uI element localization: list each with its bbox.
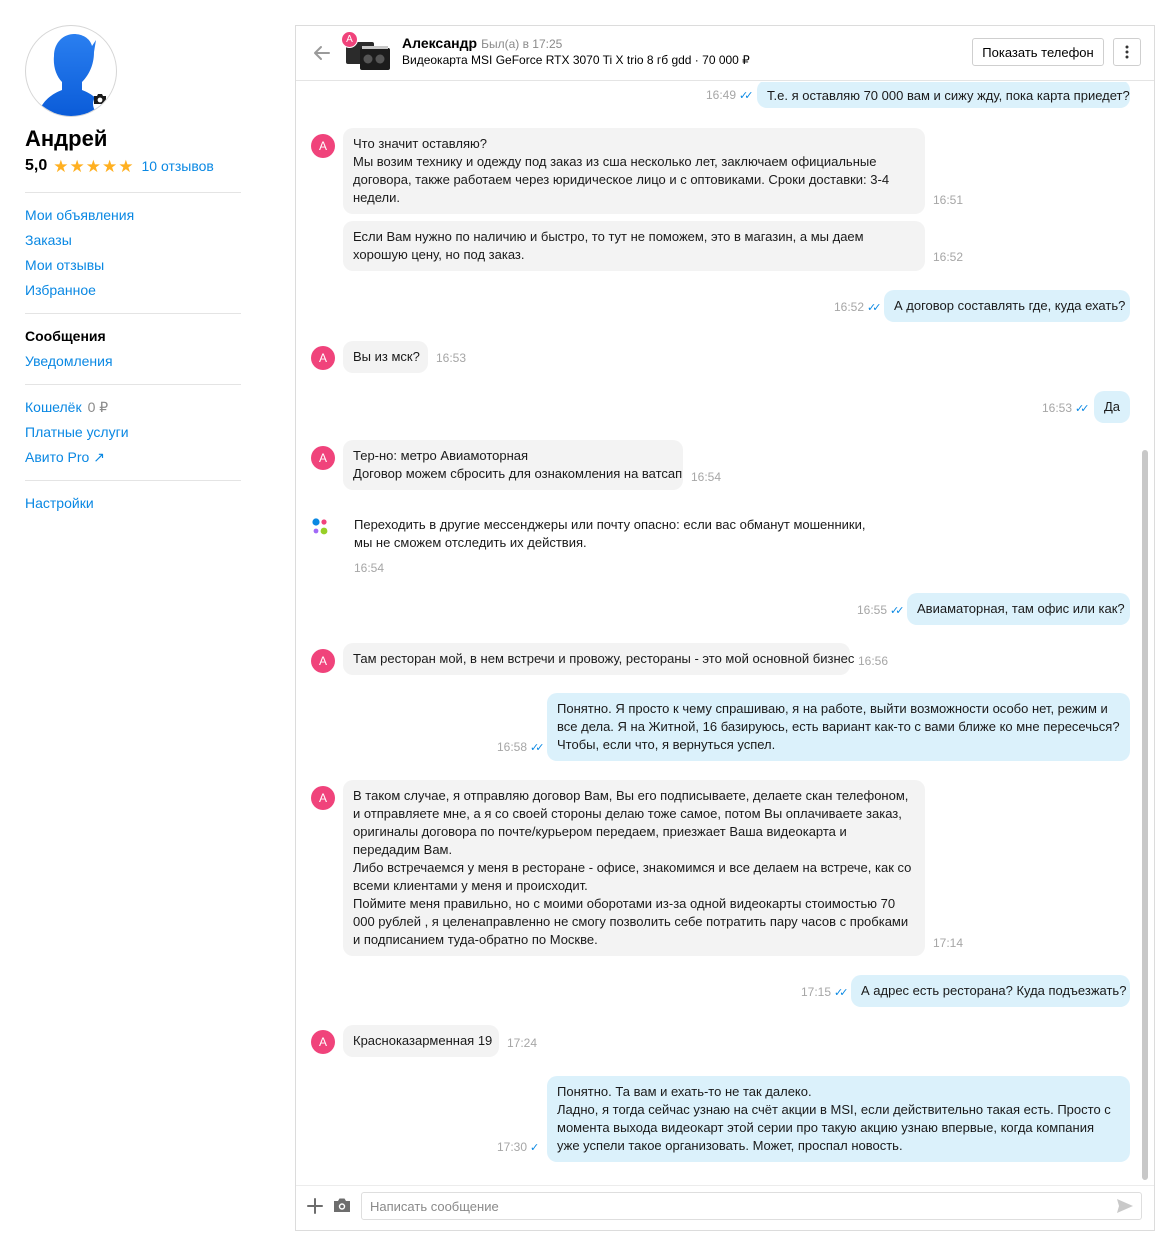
message-time: 16:53	[436, 351, 467, 365]
nav-group-wallet	[25, 399, 241, 465]
nav-group-messages	[25, 328, 241, 369]
sender-avatar[interactable]: А	[311, 446, 335, 470]
message-time: 16:54	[354, 561, 385, 575]
message-time: 17:14	[933, 936, 964, 950]
show-phone-button[interactable]: Показать телефон	[972, 38, 1104, 66]
arrow-left-icon[interactable]	[312, 43, 332, 63]
camera-icon[interactable]	[93, 93, 115, 115]
scrollbar[interactable]	[1141, 82, 1149, 1185]
rating-stars	[53, 158, 133, 175]
message-time	[706, 88, 749, 103]
message-time-text: 16:58	[497, 740, 528, 754]
double-check-icon: ✓✓	[890, 605, 901, 617]
divider	[25, 313, 241, 314]
chat-header	[296, 26, 1154, 81]
message-time-text: 16:55	[857, 603, 888, 617]
double-check-icon: ✓✓	[530, 742, 541, 754]
nav-wallet-label: Кошелёк	[25, 399, 82, 415]
double-check-icon: ✓✓	[834, 987, 845, 999]
message-time-text: 17:15	[801, 985, 832, 999]
nav-notifications[interactable]: Уведомления	[25, 353, 113, 369]
message-bubble-outgoing: Т.е. я оставляю 70 000 вам и сижу жду, пока карта приедет?	[757, 82, 1130, 108]
seller-name	[402, 35, 562, 52]
double-check-icon: ✓✓	[739, 90, 750, 102]
seller-badge: А	[341, 31, 358, 48]
message-time	[497, 740, 540, 755]
divider	[25, 384, 241, 385]
star-icon: ★	[102, 156, 118, 176]
nav-avito-pro[interactable]: Авито Pro ↗	[25, 449, 105, 465]
listing-title[interactable]: Видеокарта MSI GeForce RTX 3070 Ti X trio 8 гб gdd · 70 000 ₽	[402, 53, 750, 67]
nav-orders[interactable]: Заказы	[25, 232, 72, 248]
message-time	[497, 1140, 535, 1155]
divider	[25, 480, 241, 481]
send-icon[interactable]	[1116, 1198, 1134, 1216]
message-bubble-incoming: Вы из мск?	[343, 341, 428, 373]
plus-icon[interactable]	[306, 1197, 324, 1215]
star-icon: ★	[118, 156, 134, 176]
profile-avatar[interactable]	[25, 25, 117, 117]
double-check-icon: ✓	[530, 1142, 536, 1154]
nav-favorites[interactable]: Избранное	[25, 282, 96, 298]
message-time	[857, 603, 900, 618]
seller-name-text: Александр	[402, 35, 478, 51]
scrollbar-thumb[interactable]	[1142, 450, 1148, 1180]
wallet-balance: 0 ₽	[87, 399, 109, 415]
chat-panel	[295, 25, 1155, 1231]
message-bubble-incoming: Если Вам нужно по наличию и быстро, то тут не поможем, это в магазин, а мы даем хорошую цену, но под заказ.	[343, 221, 925, 271]
composer	[296, 1185, 1154, 1230]
message-time	[801, 985, 844, 1000]
nav-group-ads	[25, 207, 241, 298]
message-time-text: 16:52	[834, 300, 865, 314]
nav-settings[interactable]: Настройки	[25, 495, 94, 511]
message-input[interactable]	[361, 1192, 1142, 1220]
nav-messages[interactable]: Сообщения	[25, 328, 106, 344]
message-time: 16:51	[933, 193, 964, 207]
message-time-text: 17:30	[497, 1140, 528, 1154]
message-bubble-incoming: Тер-но: метро Авиамоторная Договор можем сбросить для ознакомления на ватсап	[343, 440, 683, 490]
message-bubble-outgoing: А адрес есть ресторана? Куда подъезжать?	[851, 975, 1130, 1007]
message-time-text: 16:53	[1042, 401, 1073, 415]
rating-value: 5,0	[25, 157, 48, 174]
message-bubble-outgoing: Авиаматорная, там офис или как?	[907, 593, 1130, 625]
message-list[interactable]	[296, 82, 1154, 1185]
double-check-icon: ✓✓	[1075, 403, 1086, 415]
star-icon: ★	[85, 156, 101, 176]
message-time	[834, 300, 877, 315]
double-check-icon: ✓✓	[867, 302, 878, 314]
profile-sidebar	[25, 25, 241, 511]
nav-my-ads[interactable]: Мои объявления	[25, 207, 135, 223]
message-bubble-incoming: В таком случае, я отправляю договор Вам, Вы его подписываете, делаете скан телефоном, и отправляете мне, а я со своей стороны делаю тоже самое, потом Вы оплачиваете заказ, оригиналы договора по почте/курьером передаем, приезжает Ваша видеокарта и передадим Вам. Либо встречаемся у меня в ресторане - офисе, знакомимся и все делаем на встрече, как со всеми клиентами у меня и происходит. Поймите меня правильно, но с моими оборотами из-за одной видеокарты стоимостью 70 000 рублей , я целенаправленно не смогу позволить себе потратить пару часов с пробками и подписанием туда-обратно по Москве.	[343, 780, 925, 956]
profile-name: Андрей	[25, 126, 108, 151]
message-time: 16:54	[691, 470, 722, 484]
star-icon: ★	[53, 156, 69, 176]
message-time: 17:24	[507, 1036, 538, 1050]
message-bubble-outgoing: Понятно. Та вам и ехать-то не так далеко. Ладно, я тогда сейчас узнаю на счёт акции в MSI, если действительно такая есть. Просто с момента выхода видеокарт этой серии про такую акцию узнаю впервые, когда компания уже успели такое организовать. Может, проспал новость.	[547, 1076, 1130, 1162]
message-bubble-incoming: Что значит оставляю? Мы возим технику и одежду под заказ из сша несколько лет, заключаем официальные договора, также работаем через юридическое лицо и с оптовиками. Сроки доставки: 3-4 недели.	[343, 128, 925, 214]
reviews-link[interactable]: 10 отзывов	[141, 158, 214, 174]
sender-avatar[interactable]: А	[311, 134, 335, 158]
message-bubble-incoming: Там ресторан мой, в нем встречи и провожу, рестораны - это мой основной бизнес	[343, 643, 850, 675]
more-vertical-icon[interactable]	[1113, 38, 1141, 66]
sender-avatar[interactable]: А	[311, 1030, 335, 1054]
nav-paid-services[interactable]: Платные услуги	[25, 424, 129, 440]
safety-warning-text: Переходить в другие мессенджеры или почту опасно: если вас обманут мошенники, мы не сможем отследить их действия.	[354, 517, 866, 550]
message-time: 16:52	[933, 250, 964, 264]
camera-icon[interactable]	[333, 1197, 351, 1215]
message-time: 16:56	[858, 654, 889, 668]
nav-my-reviews[interactable]: Мои отзывы	[25, 257, 105, 273]
message-time-text: 16:49	[706, 88, 737, 102]
sender-avatar[interactable]: А	[311, 649, 335, 673]
nav-wallet[interactable]	[25, 399, 241, 415]
divider	[25, 192, 241, 193]
message-bubble-outgoing: Да	[1094, 391, 1130, 423]
sender-avatar[interactable]: А	[311, 786, 335, 810]
message-time	[1042, 401, 1085, 416]
seller-status: Был(а) в 17:25	[481, 37, 563, 51]
avito-dots-icon	[311, 516, 335, 540]
rating-row	[25, 155, 241, 177]
message-bubble-incoming: Красноказарменная 19	[343, 1025, 499, 1057]
sender-avatar[interactable]: А	[311, 346, 335, 370]
message-bubble-outgoing: А договор составлять где, куда ехать?	[884, 290, 1130, 322]
message-bubble-outgoing: Понятно. Я просто к чему спрашиваю, я на работе, выйти возможности особо нет, режим и все дела. Я на Житной, 16 базируюсь, есть вариант как-то с вами ближе ко мне пересечься? Чтобы, если что, я вернуться успел.	[547, 693, 1130, 761]
nav-group-settings	[25, 495, 241, 511]
star-icon: ★	[69, 156, 85, 176]
